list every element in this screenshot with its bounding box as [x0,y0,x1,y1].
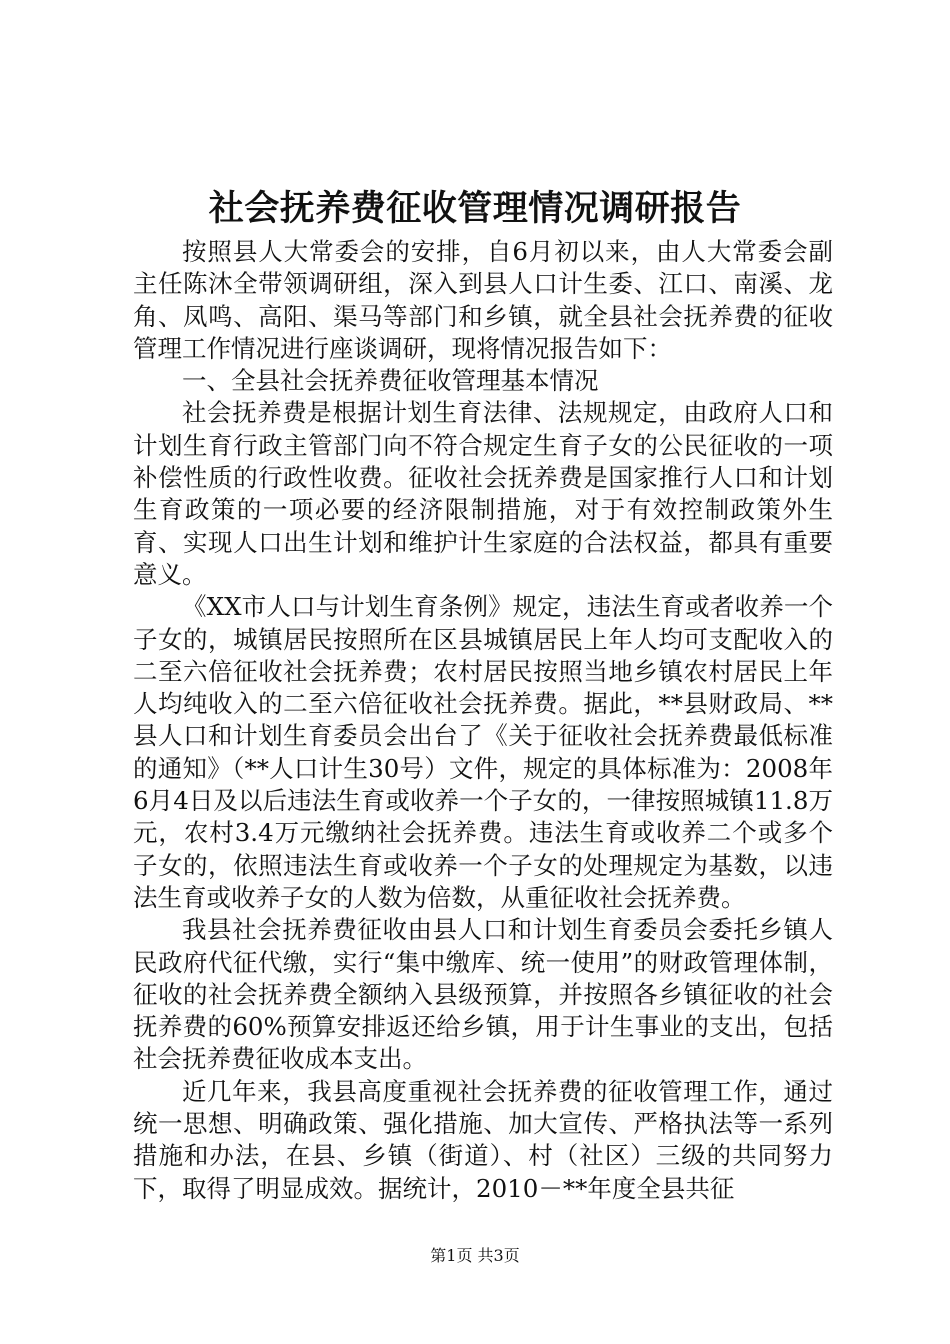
paragraph-management: 我县社会抚养费征收由县人口和计划生育委员会委托乡镇人民政府代征代缴，实行“集中缴库、统一使用”的财政管理体制，征收的社会抚养费全额纳入县级预算，并按照各乡镇征收的社会抚养费的60%预算安排返还给乡镇，用于计生事业的支出，包括社会抚养费征收成本支出。 [133,915,833,1074]
page-number-footer: 第1页 共3页 [430,1246,520,1265]
paragraph-regulation: 《XX市人口与计划生育条例》规定，违法生育或者收养一个子女的，城镇居民按照所在区县城镇居民上年人均可支配收入的二至六倍征收社会抚养费；农村居民按照当地乡镇农村居民上年人均纯收入的二至六倍征收社会抚养费。据此，**县财政局、**县人口和计划生育委员会出台了《关于征收社会抚养费最低标准的通知》（**人口计生30号）文件，规定的具体标准为：2008年6月4日及以后违法生育或收养一个子女的，一律按照城镇11.8万元，农村3.4万元缴纳社会抚养费。违法生育或收养二个或多个子女的，依照违法生育或收养一个子女的处理规定为基数，以违法生育或收养子女的人数为倍数，从重征收社会抚养费。 [133,592,833,912]
paragraph-results: 近几年来，我县高度重视社会抚养费的征收管理工作，通过统一思想、明确政策、强化措施、加大宣传、严格执法等一系列措施和办法，在县、乡镇（街道）、村（社区）三级的共同努力下，取得了明显成效。据统计，2010－**年度全县共征 [133,1076,833,1203]
document-body [133,236,833,1205]
section-heading-1: 一、全县社会抚养费征收管理基本情况 [182,366,599,396]
paragraph-definition: 社会抚养费是根据计划生育法律、法规规定，由政府人口和计划生育行政主管部门向不符合规定生育子女的公民征收的一项补偿性质的行政性收费。征收社会抚养费是国家推行人口和计划生育政策的一项必要的经济限制措施，对于有效控制政策外生育、实现人口出生计划和维护计生家庭的合法权益，都具有重要意义。 [133,398,833,589]
document-title: 社会抚养费征收管理情况调研报告 [208,189,742,229]
paragraph-intro: 按照县人大常委会的安排，自6月初以来，由人大常委会副主任陈沐全带领调研组，深入到县人口计生委、江口、南溪、龙角、凤鸣、高阳、渠马等部门和乡镇，就全县社会抚养费的征收管理工作情况进行座谈调研，现将情况报告如下： [133,237,833,363]
